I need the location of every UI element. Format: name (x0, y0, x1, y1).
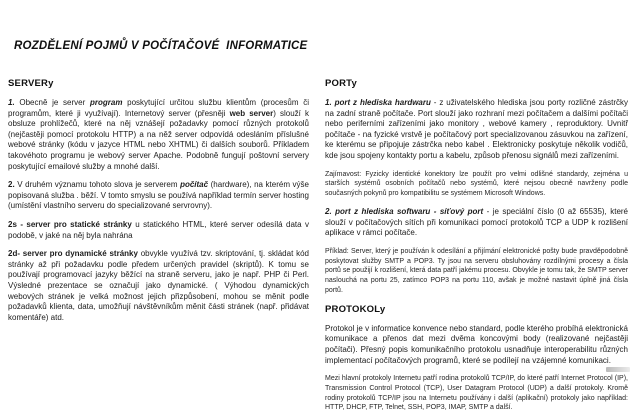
note-zajimavost: Zajímavost: Fyzicky identické konektory lze použít pro velmi odlišné standardy, zejména u starších systémů osobních počítačů nebo systémů, které nejsou obecně navrženy podle současných pokynů pro kompatibilitu se systémem Microsoft Windows. (325, 170, 628, 198)
paragraph-server-dynamic: 2d- server pro dynamické stránky obvykle využívá tzv. skriptování, tj. skládat kód stránky až při požadavku podle předem určených pravidel (skriptů). K tomu se používají programovací jazyky běžící na straně serveru, jako je např. PHP či Perl. Výsledné prezentace se označují jako dynamické. ( Výhodou dynamických webových stránek je velká možnost jejich přizpůsobení, mohou se měnit podle požadavků klienta, data, umožňují návštěvníkům měnit části stránek (např. přidávat komentáře) atd. (8, 249, 310, 322)
paragraph-server-general: 1. Obecně je server program poskytující určitou službu klientům (procesům či programům, které ji využívají). Internetový server (přesněji web server) slouží k obsluze prohlížečů, které na něj vznášejí požadavky pomocí různých protokolů (nejčastěji pomocí protokolu HTTP) a na něž server odpovídá odesláním příslušné webové stránky (kódu v jazyce HTML nebo XHTML) či dalších souborů. Příkladem takovéhoto programu je webový server Apache. Podobně fungují poštovní servery poskytující emailové služby a mnohé další. (8, 98, 309, 171)
scrollbar-artifact (606, 367, 630, 372)
section-heading-servery: SERVERy (8, 78, 54, 89)
right-column (325, 78, 628, 420)
paragraph-protocol-main: Protokol je v informatice konvence nebo standard, podle kterého probíhá elektronická komunikace a přenos dat mezi dvěma koncovými body (realizované nejčastěji počítači). Přesný popis komunikačního protokolu usnadňuje interoperabilitu různých implementací počítačových programů, které se podílejí na vzájemné komunikaci. (325, 323, 628, 365)
section-heading-porty: PORTy (325, 78, 357, 89)
paragraph-server-hardware: 2. V druhém významu tohoto slova je serverem počítač (hardware), na kterém výše popisovaná služba . běží. V tomto smyslu se používá například termín server hosting (umístění vlastního serveru do specializované servrovny). (8, 180, 309, 211)
left-column (8, 78, 309, 331)
note-priklad: Příklad: Server, který je používán k odesílání a přijímání elektronické pošty bude pravděpodobně poskytovat služby SMTP a POP3. Ty jsou na serveru obsluhovány rozdílnými procesy a čísla portů se použijí k rozlišení, která data patří jakému procesu. Obvykle je tomu tak, že SMTP server naslouchá na portu 25, zatímco POP3 na portu 110, avšak je možné nastavit úplně jiná čísla portů. (325, 247, 628, 294)
section-heading-protokoly: PROTOKOLy (325, 303, 386, 315)
note-protocols-list: Mezi hlavní protokoly Internetu patří rodina protokolů TCP/IP, do které patří Internet Protocol (IP), Transmission Control Protocol (TCP), User Datagram Protocol (UDP) a další protokoly. Kromě rodiny protokolů TCP/IP jsou na Internetu používány i další (aplikační) protokoly jako například: HTTP, DHCP, FTP, Telnet, SSH, POP3, IMAP, SMTP a další. (325, 375, 628, 412)
paragraph-server-static: 2s - server pro statické stránky u statického HTML, které server odesílá data v podobě, v jaké na něj byla nahrána (8, 219, 309, 240)
paragraph-port-software: 2. port z hlediska softwaru - síťový port - je speciální číslo (0 až 65535), které slouží v počítačových sítích při komunikaci pomocí protokolů TCP a UDP k rozlišení aplikace v rámci počítače. (325, 206, 629, 238)
paragraph-port-hardware: 1. port z hlediska hardwaru - z uživatelského hlediska jsou porty rozličné zástrčky na zadní straně počítače. Port slouží jako rozhraní mezi počítačem a dalšími počítači nebo periferními zařízeními jako monitory , webové kamery , reproduktory. Uvnitř počítače - na fyzické vrstvě je počítačový port specializovanou zásuvkou na zařízení, ke kterému se připojuje zástrčka nebo kabel . Elektronicky poskytuje několik vodičů, kde jsou spojeny kontakty portu a kabelu, způsob přenosu signálů mezi zařízeními. (325, 98, 629, 160)
document-title: ROZDĚLENÍ POJMŮ V POČÍTAČOVÉ INFORMATICE (14, 40, 308, 52)
